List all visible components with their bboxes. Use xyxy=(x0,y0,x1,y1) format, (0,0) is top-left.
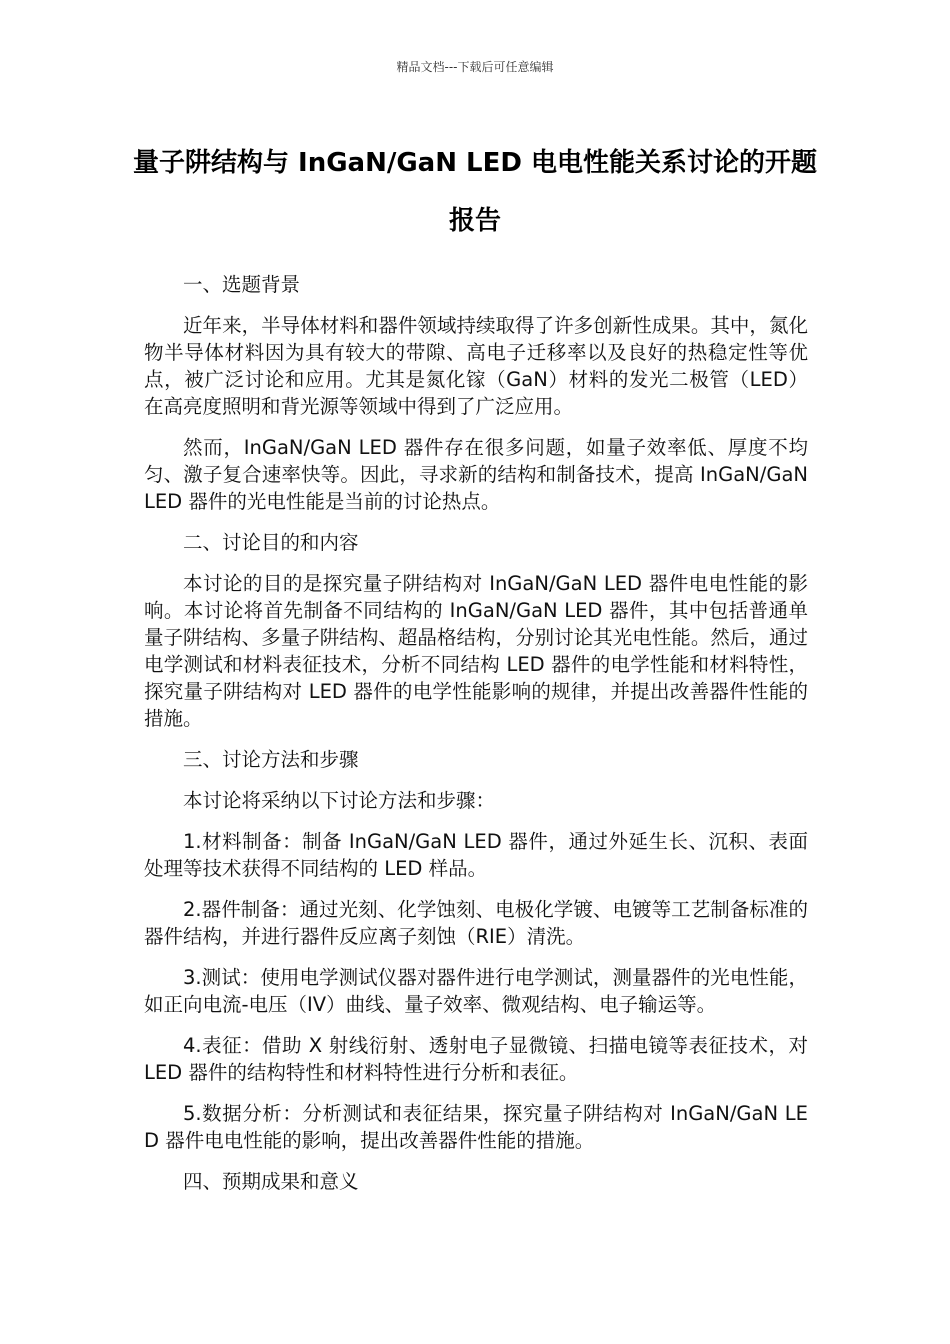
paragraph-background-1: 近年来，半导体材料和器件领域持续取得了许多创新性成果。其中，氮化物半导体材料因为具有较大的带隙、高电子迁移率以及良好的热稳定性等优点，被广泛讨论和应用。尤其是氮化镓（GaN）材料的发光二极管（LED）在高亮度照明和背光源等领域中得到了广泛应用。 xyxy=(144,314,808,418)
document-title: 量子阱结构与 InGaN/GaN LED 电电性能关系讨论的开题报告 xyxy=(132,148,818,236)
section-heading-purpose: 二、讨论目的和内容 xyxy=(183,531,359,554)
paragraph-purpose: 本讨论的目的是探究量子阱结构对 InGaN/GaN LED 器件电电性能的影响。本讨论将首先制备不同结构的 InGaN/GaN LED 器件，其中包括普通单量子阱结构、多量子阱结构、超晶格结构，分别讨论其光电性能。然后，通过电学测试和材料表征技术，分析不同结构 LED 器件的电学性能和材料特性，探究量子阱结构对 LED 器件的电学性能影响的规律，并提出改善器件性能的措施。 xyxy=(144,572,808,730)
method-step-4: 4.表征：借助 X 射线衍射、透射电子显微镜、扫描电镜等表征技术，对 LED 器件的结构特性和材料特性进行分析和表征。 xyxy=(144,1034,808,1084)
document-body xyxy=(144,271,808,1209)
paragraph-methods-intro: 本讨论将采纳以下讨论方法和步骤： xyxy=(183,789,496,812)
method-step-1: 1.材料制备：制备 InGaN/GaN LED 器件，通过外延生长、沉积、表面处理等技术获得不同结构的 LED 样品。 xyxy=(144,830,808,880)
section-heading-methods: 三、讨论方法和步骤 xyxy=(183,748,359,771)
method-step-2: 2.器件制备：通过光刻、化学蚀刻、电极化学镀、电镀等工艺制备标准的器件结构，并进行器件反应离子刻蚀（RIE）清洗。 xyxy=(144,898,808,948)
section-heading-background: 一、选题背景 xyxy=(183,273,301,296)
header-note: 精品文档---下载后可任意编辑 xyxy=(396,60,554,74)
paragraph-background-2: 然而，InGaN/GaN LED 器件存在很多问题，如量子效率低、厚度不均匀、激子复合速率快等。因此，寻求新的结构和制备技术，提高 InGaN/GaN LED 器件的光电性能是当前的讨论热点。 xyxy=(144,436,808,513)
method-step-3: 3.测试：使用电学测试仪器对器件进行电学测试，测量器件的光电性能，如正向电流-电压（IV）曲线、量子效率、微观结构、电子输运等。 xyxy=(144,966,808,1016)
section-heading-outcomes: 四、预期成果和意义 xyxy=(183,1170,359,1193)
method-step-5: 5.数据分析：分析测试和表征结果，探究量子阱结构对 InGaN/GaN LED 器件电电性能的影响，提出改善器件性能的措施。 xyxy=(144,1102,808,1152)
